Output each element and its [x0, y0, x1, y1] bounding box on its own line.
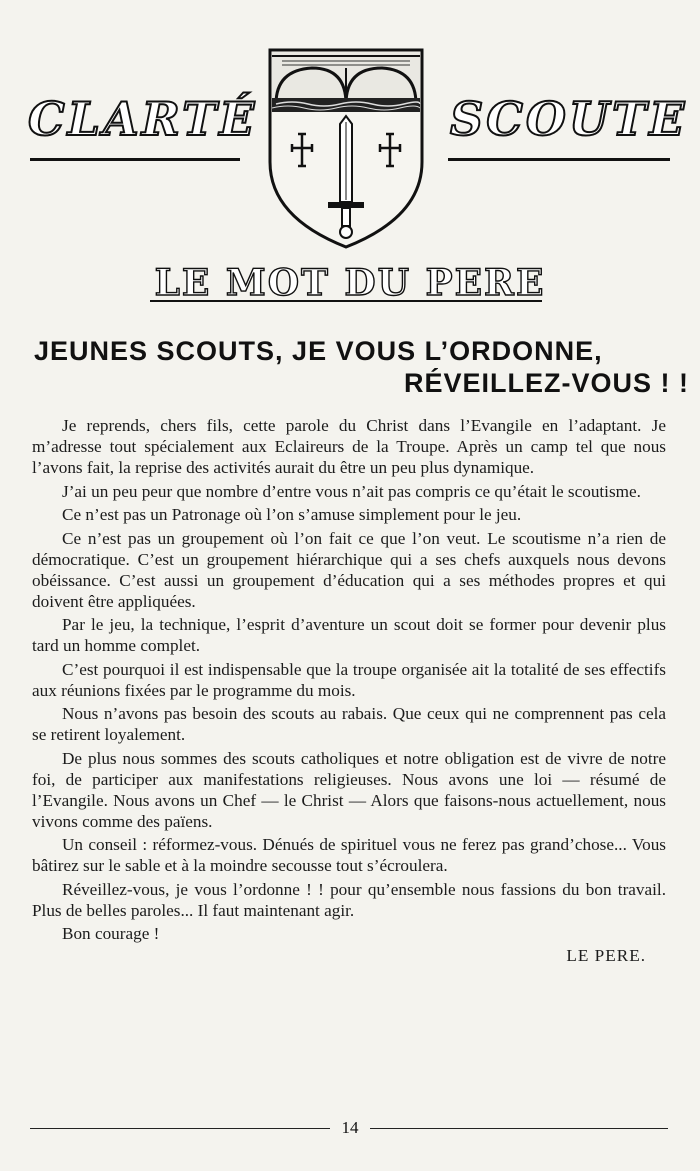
crest-shield-icon	[262, 42, 430, 252]
masthead-word-left: CLARTÉ	[28, 92, 258, 146]
article-title: LE MOT DU PERE	[154, 262, 546, 304]
paragraph: Ce n’est pas un Patronage où l’on s’amuse simplement pour le jeu.	[62, 505, 522, 524]
masthead-rule-right	[448, 158, 670, 161]
paragraph: Par le jeu, la technique, l’esprit d’aventure un scout doit se former pour devenir plus tard un homme complet.	[32, 615, 666, 655]
headline-line-2: RÉVEILLEZ-VOUS ! !	[404, 368, 690, 398]
footer-rule-left	[30, 1128, 330, 1129]
title-underline	[150, 300, 542, 302]
paragraph: Réveillez-vous, je vous l’ordonne ! ! pour qu’ensemble nous fassions du bon travail. Plus de belles paroles... Il faut maintenant agir.	[32, 879, 666, 920]
paragraph: J’ai un peu peur que nombre d’entre vous n’ait pas compris ce qu’était le scoutisme.	[62, 481, 641, 501]
masthead	[0, 0, 700, 260]
paragraph: Je reprends, chers fils, cette parole du Christ dans l’Evangile en l’adaptant. Je m’adresse tout spécialement aux Eclaireurs de la Troupe. Après un camp tel que nous l’avons fait, la reprise des activités aurait du être un peu plus dynamique.	[32, 416, 666, 477]
masthead-rule-left	[30, 158, 240, 161]
paragraph: Ce n’est pas un groupement où l’on fait ce que l’on veut. Le scoutisme n’a rien de démocratique. C’est un groupement hiérarchique qui a ses chefs auxquels nous devons obéissance. C’est aussi un groupement d’éducation qui a ses méthodes propres et qui doivent être appliquées.	[32, 528, 666, 611]
article-body	[32, 415, 666, 968]
paragraph: Nous n’avons pas besoin des scouts au rabais. Que ceux qui ne comprennent pas cela se retirent loyalement.	[32, 704, 666, 744]
paragraph: C’est pourquoi il est indispensable que la troupe organisée ait la totalité de ses effectifs aux réunions fixées par le programme du mois.	[32, 659, 666, 700]
paragraph: Bon courage !	[62, 924, 160, 943]
paragraph: Un conseil : réformez-vous. Dénués de spirituel vous ne ferez pas grand’chose... Vous bâtirez sur le sable et à la moindre secousse tout s’écroulera.	[32, 835, 666, 875]
signature: LE PERE.	[566, 945, 646, 965]
masthead-word-right: SCOUTE	[450, 92, 688, 146]
paragraph: De plus nous sommes des scouts catholiques et notre obligation est de vivre de notre foi, de participer aux manifestations religieuses. Nous avons une loi — résumé de l’Evangile. Nous avons un Chef — le Christ — Alors que faisons-nous actuellement, nous vivons comme des païens.	[32, 748, 666, 831]
headline-line-1: JEUNES SCOUTS, JE VOUS L’ORDONNE,	[34, 336, 603, 366]
footer-rule-right	[370, 1128, 668, 1129]
page-number: 14	[341, 1118, 359, 1137]
